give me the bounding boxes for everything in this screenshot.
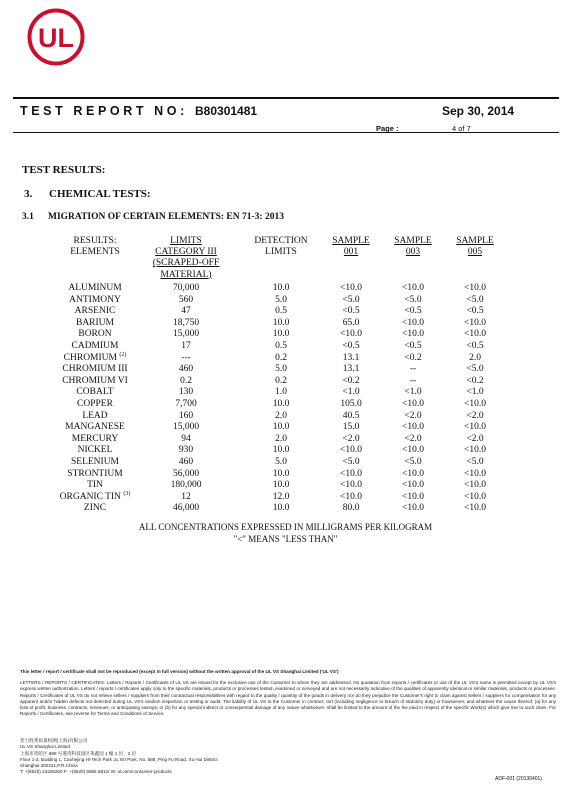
element-cell: BARIUM: [75, 317, 114, 328]
section-3-number: 3.: [24, 188, 33, 200]
element-cell: CHROMIUM VI: [62, 375, 128, 386]
table-row: [0, 387, 571, 399]
sample-005-cell: <5.0: [466, 456, 484, 467]
sample-005-cell: <2.0: [466, 410, 484, 421]
limit-cell: 18,750: [172, 317, 200, 328]
sample-001-cell: 65.0: [342, 317, 360, 328]
address-line: UL VS Shanghai Limited: [20, 744, 70, 750]
header-rule-top: [13, 97, 559, 99]
sample-003-cell: <5.0: [404, 294, 422, 305]
report-number: B80301481: [195, 104, 258, 118]
limit-cell: 15,000: [172, 422, 200, 433]
sample-003-cell: <10.0: [402, 398, 424, 409]
page-number: 4 of 7: [452, 124, 471, 133]
table-row: [0, 445, 571, 457]
sample-003-cell: <10.0: [402, 468, 424, 479]
table-row: [0, 503, 571, 515]
sample-005-cell: <10.0: [464, 445, 486, 456]
header-sample-005: SAMPLE 005: [456, 236, 494, 258]
sample-003-cell: <0.2: [404, 352, 422, 363]
sample-003-cell: --: [409, 364, 417, 375]
limit-cell: 17: [181, 340, 191, 351]
element-cell: ANTIMONY: [69, 294, 121, 305]
detection-limit-cell: 10.0: [272, 283, 290, 293]
sample-005-cell: <5.0: [466, 364, 484, 375]
detection-limit-cell: 10.0: [272, 503, 290, 514]
sample-005-cell: <10.0: [464, 283, 486, 293]
table-row: [0, 376, 571, 388]
limit-cell: 15,000: [172, 329, 200, 340]
detection-limit-cell: 0.2: [275, 352, 287, 363]
element-cell: ZINC: [83, 503, 107, 514]
limit-cell: 56,000: [172, 468, 200, 479]
sample-005-cell: <0.2: [466, 375, 484, 386]
limit-cell: 460: [178, 364, 194, 375]
header-limits: LIMITS CATEGORY III (SCRAPED-OFF MATERIAL): [152, 236, 220, 280]
sample-003-cell: <10.0: [402, 422, 424, 433]
page-label: Page :: [376, 124, 399, 133]
element-cell: COPPER: [77, 398, 113, 409]
element-cell: MERCURY: [71, 433, 119, 444]
sample-001-cell: <10.0: [340, 445, 362, 456]
table-row: [0, 469, 571, 481]
sample-001-cell: <1.0: [342, 387, 360, 398]
sample-003-cell: <0.5: [404, 340, 422, 351]
table-row: [0, 480, 571, 492]
form-code: ADF-001 (20130401): [495, 776, 542, 782]
address-line: Floor 1-2, Building 1, Caohejing Hi-Tech Park Ju Xin Park, No. 888, Ping Fu Road, Xu Hui District: [20, 756, 218, 762]
sample-001-cell: <0.5: [342, 340, 360, 351]
units-note: ALL CONCENTRATIONS EXPRESSED IN MILLIGRAMS PER KILOGRAM: [138, 522, 433, 532]
sample-005-cell: <10.0: [464, 468, 486, 479]
element-cell: ALUMINUM: [68, 283, 122, 293]
element-cell: STRONTIUM: [67, 468, 123, 479]
limit-cell: 0.2: [180, 375, 192, 386]
sample-001-cell: 13.1: [342, 364, 360, 375]
sample-001-cell: <5.0: [342, 294, 360, 305]
detection-limit-cell: 0.2: [275, 375, 287, 386]
sample-001-cell: <10.0: [340, 491, 362, 502]
sample-003-cell: <10.0: [402, 445, 424, 456]
limit-cell: 94: [181, 433, 191, 444]
element-cell: ORGANIC TIN $^{(3)}$: [59, 490, 131, 502]
sample-003-cell: <1.0: [404, 387, 422, 398]
limit-cell: 47: [181, 306, 191, 317]
header-detection-limits: DETECTION LIMITS: [254, 236, 308, 258]
limit-cell: 70,000: [172, 283, 200, 293]
table-row: [0, 364, 571, 376]
sample-003-cell: <10.0: [402, 491, 424, 502]
table-row: [0, 492, 571, 504]
report-number-label: TEST REPORT NO:: [20, 104, 188, 118]
sample-003-cell: <0.5: [404, 306, 422, 317]
limit-cell: 46,000: [172, 503, 200, 514]
sample-003-cell: --: [409, 375, 417, 386]
sample-005-cell: <5.0: [466, 294, 484, 305]
header-elements: RESULTS: ELEMENTS: [70, 236, 120, 258]
element-cell: MANGANESE: [65, 422, 125, 433]
sample-001-cell: <10.0: [340, 283, 362, 293]
element-cell: CHROMIUM $^{(2)}$: [63, 351, 127, 363]
sample-001-cell: 13.1: [342, 352, 360, 363]
detection-limit-cell: 0.5: [275, 306, 287, 317]
sample-001-cell: <10.0: [340, 480, 362, 491]
sample-001-cell: <2.0: [342, 433, 360, 444]
sample-003-cell: <2.0: [404, 433, 422, 444]
detection-limit-cell: 2.0: [275, 433, 287, 444]
detection-limit-cell: 1.0: [275, 387, 287, 398]
sample-001-cell: <0.5: [342, 306, 360, 317]
sample-005-cell: 2.0: [469, 352, 481, 363]
sample-005-cell: <10.0: [464, 503, 486, 514]
sample-001-cell: <0.2: [342, 375, 360, 386]
sample-003-cell: <2.0: [404, 410, 422, 421]
limit-cell: 7,700: [175, 398, 197, 409]
detection-limit-cell: 10.0: [272, 468, 290, 479]
detection-limit-cell: 5.0: [275, 294, 287, 305]
element-cell: COBALT: [76, 387, 114, 398]
ul-logo: [27, 8, 85, 66]
footer-address: [20, 738, 556, 776]
element-cell: BORON: [78, 329, 112, 340]
detection-limit-cell: 10.0: [272, 422, 290, 433]
detection-limit-cell: 10.0: [272, 445, 290, 456]
sample-001-cell: 80.0: [342, 503, 360, 514]
section-3-1-title: MIGRATION OF CERTAIN ELEMENTS: EN 71-3: 2013: [48, 212, 284, 222]
detection-limit-cell: 10.0: [272, 398, 290, 409]
sample-005-cell: <10.0: [464, 317, 486, 328]
sample-005-cell: <10.0: [464, 480, 486, 491]
address-line: T: +(8620) 24228200 F: +(8620) 6855 6812/ W: ul.com/consumer-products: [20, 769, 172, 775]
detection-limit-cell: 2.0: [275, 410, 287, 421]
limit-cell: 160: [178, 410, 194, 421]
sample-001-cell: 40.5: [342, 410, 360, 421]
table-row: [0, 422, 571, 434]
section-3-title: CHEMICAL TESTS:: [49, 188, 151, 200]
sample-005-cell: <0.5: [466, 306, 484, 317]
element-cell: TIN: [87, 480, 103, 491]
limit-cell: 460: [178, 456, 194, 467]
sample-001-cell: 105.0: [340, 398, 362, 409]
table-body: [0, 283, 571, 515]
limit-cell: 12: [181, 491, 191, 502]
element-cell: CADMIUM: [71, 340, 119, 351]
sample-001-cell: <10.0: [340, 468, 362, 479]
sample-003-cell: <5.0: [404, 456, 422, 467]
detection-limit-cell: 5.0: [275, 456, 287, 467]
report-date: Sep 30, 2014: [442, 104, 515, 118]
ul-logo-text: UL: [38, 23, 74, 53]
sample-005-cell: <10.0: [464, 329, 486, 340]
test-results-heading: TEST RESULTS:: [22, 164, 106, 176]
footer-reproduction-notice: This letter / report / certificate shall not be reproduced (except in full version) without the written approval of the UL VS Shanghai Limited ('UL VS'): [20, 669, 339, 674]
element-cell: NICKEL: [77, 445, 113, 456]
detection-limit-cell: 5.0: [275, 364, 287, 375]
sample-003-cell: <10.0: [402, 503, 424, 514]
table-row: [0, 457, 571, 469]
table-row: [0, 318, 571, 330]
detection-limit-cell: 12.0: [272, 491, 290, 502]
table-row: [0, 329, 571, 341]
footnote-marker: (2): [119, 351, 127, 358]
limit-cell: 180,000: [170, 480, 202, 491]
address-line: 优力胜邦质量检测(上海)有限公司: [20, 738, 88, 743]
element-cell: SELENIUM: [70, 456, 120, 467]
sample-005-cell: <10.0: [464, 398, 486, 409]
table-row: [0, 411, 571, 423]
sample-005-cell: <1.0: [466, 387, 484, 398]
limit-cell: 130: [178, 387, 194, 398]
table-row: [0, 434, 571, 446]
table-row: [0, 399, 571, 411]
sample-001-cell: <10.0: [340, 329, 362, 340]
element-cell: LEAD: [82, 410, 108, 421]
header-sample-003: SAMPLE 003: [394, 236, 432, 258]
detection-limit-cell: 0.5: [275, 340, 287, 351]
limit-cell: ---: [181, 352, 191, 363]
sample-003-cell: <10.0: [402, 329, 424, 340]
detection-limit-cell: 10.0: [272, 480, 290, 491]
header-rule-bottom: [13, 132, 559, 133]
less-than-note: "<" MEANS "LESS THAN": [233, 534, 338, 544]
sample-003-cell: <10.0: [402, 480, 424, 491]
table-row: [0, 283, 571, 295]
sample-005-cell: <10.0: [464, 422, 486, 433]
table-row: [0, 295, 571, 307]
sample-003-cell: <10.0: [402, 283, 424, 293]
sample-001-cell: 15.0: [342, 422, 360, 433]
sample-005-cell: <0.5: [466, 340, 484, 351]
header-sample-001: SAMPLE 001: [332, 236, 370, 258]
sample-005-cell: <10.0: [464, 491, 486, 502]
detection-limit-cell: 10.0: [272, 317, 290, 328]
element-cell: ARSENIC: [74, 306, 116, 317]
detection-limit-cell: 10.0: [272, 329, 290, 340]
footer-terms: LETTERS / REPORTS / CERTIFICATES: Letters / Reports / Certificates of UL VS are issued for the exclusive use of the Customer to whom they are addressed. No quotation from reports / certificates or use of the UL VS's name is permitted except by UL VS's express written authorization. Letters / reports / certificates apply only to the specific materials, products or processes tested, examined or surveyed and are not necessarily indicative of the qualities of apparently identical or similar materials, products or processes. Reports / Certificates of UL VS do not relieve sellers / suppliers from their contractual responsibilities with regard to the quality / quantity of the goods in delivery nor do they prejudice the Customer's right to claim against sellers / suppliers for compensation for any apparent and/or hidden defects not detected during UL VS's random inspection or testing or audit. The liability of UL VS to the Customer in contract, tort (including negligence or breach of statutory duty) or howsoever, and whatever the cause thereof, (a) for any loss of profit, business, contracts, revenues, or anticipating savings; or (b) for any special indirect or consequential damage of any nature whatsoever, shall be limited to the amount of the fee paid in respect of the specific Work(s) which give rise to such claim. For Reports / Certificates, see reverse for Terms and Conditions of Service.: [20, 680, 556, 717]
element-cell: CHROMIUM III: [62, 364, 128, 375]
limit-cell: 560: [178, 294, 194, 305]
table-row: [0, 341, 571, 353]
address-line: Shanghai 200231,P.R.China: [20, 763, 78, 769]
table-header: [0, 236, 571, 284]
sample-001-cell: <5.0: [342, 456, 360, 467]
address-line: 上海市普陀区 888 号港湾科技园区莱鑫园 1 幢 1 层、2 层: [20, 750, 137, 756]
limit-cell: 930: [178, 445, 194, 456]
section-3-1-number: 3.1: [22, 212, 34, 222]
sample-003-cell: <10.0: [402, 317, 424, 328]
table-row: [0, 306, 571, 318]
footnote-marker: (3): [123, 490, 131, 497]
sample-005-cell: <2.0: [466, 433, 484, 444]
table-row: [0, 353, 571, 365]
